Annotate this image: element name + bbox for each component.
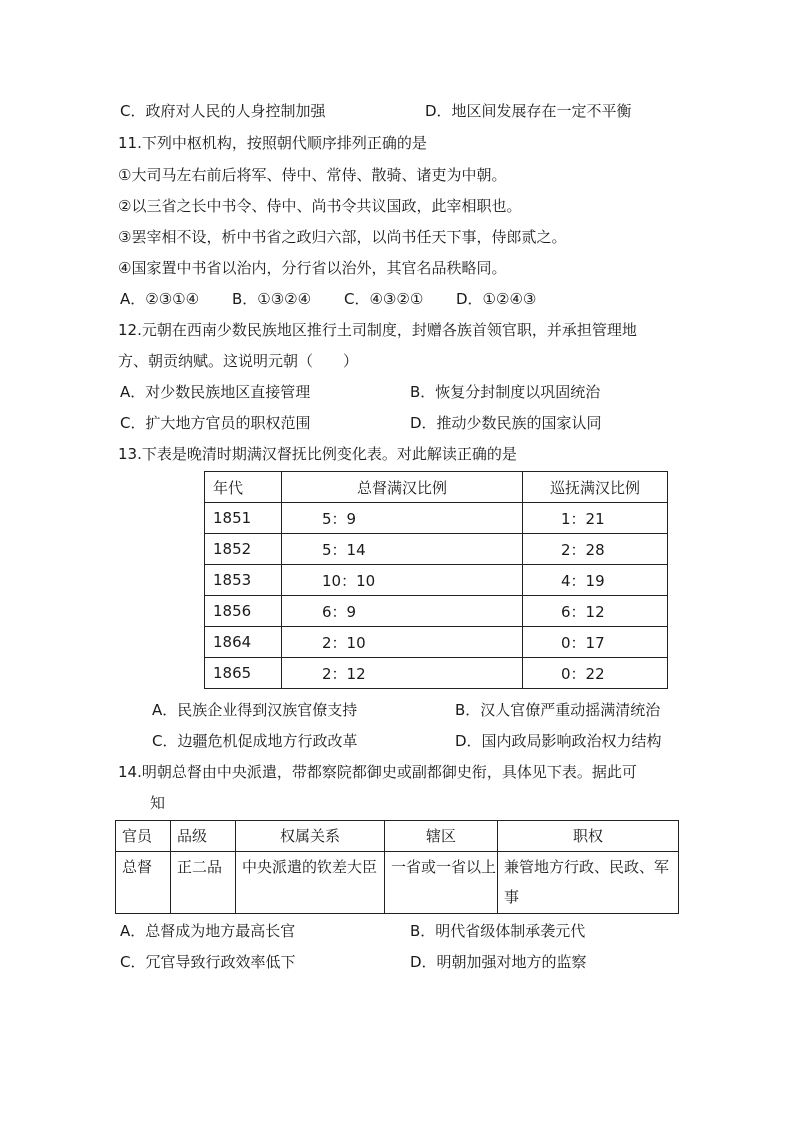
table-cell: 2：12 xyxy=(282,658,523,689)
q14-stem-line-2: 知 xyxy=(150,794,166,812)
q11-option-d: D．①②④③ xyxy=(456,290,537,308)
table-cell: 总督 xyxy=(116,852,171,914)
table-header-cell: 巡抚满汉比例 xyxy=(523,472,668,503)
q13-options-row-1 xyxy=(152,700,712,720)
table-row xyxy=(205,596,668,627)
q14-option-c: C．冗官导致行政效率低下 xyxy=(120,953,296,971)
table-header-cell: 权属关系 xyxy=(236,821,385,852)
table-row xyxy=(205,534,668,565)
table-cell: 0：22 xyxy=(523,658,668,689)
q13-options-row-2 xyxy=(152,731,712,751)
q12-option-c: C．扩大地方官员的职权范围 xyxy=(120,414,311,432)
q13-option-d: D．国内政局影响政治权力结构 xyxy=(455,732,662,750)
q14-option-d: D．明朝加强对地方的监察 xyxy=(410,953,587,971)
table-cell: 1851 xyxy=(205,503,282,534)
q12-stem-line-2: 方、朝贡纳赋。这说明元朝（ ） xyxy=(118,352,359,370)
q14-option-b: B．明代省级体制承袭元代 xyxy=(410,922,586,940)
q13-table xyxy=(204,471,668,689)
table-header-cell: 年代 xyxy=(205,472,282,503)
table-header-cell: 官员 xyxy=(116,821,171,852)
table-row xyxy=(205,565,668,596)
table-cell: 一省或一省以上 xyxy=(385,852,498,914)
q11-options xyxy=(120,289,680,309)
q13-option-a: A．民族企业得到汉族官僚支持 xyxy=(152,701,358,719)
table-cell: 正二品 xyxy=(171,852,236,914)
table-row xyxy=(205,627,668,658)
table-cell: 10：10 xyxy=(282,565,523,596)
table-cell: 2：28 xyxy=(523,534,668,565)
table-cell: 5：9 xyxy=(282,503,523,534)
table-row xyxy=(205,658,668,689)
q14-option-a: A．总督成为地方最高长官 xyxy=(120,922,296,940)
table-cell: 0：17 xyxy=(523,627,668,658)
q11-option-b: B．①③②④ xyxy=(232,290,312,308)
q10-option-c: C．政府对人民的人身控制加强 xyxy=(120,102,326,120)
q10-options xyxy=(120,101,680,121)
table-header-cell: 总督满汉比例 xyxy=(282,472,523,503)
q13-option-c: C．边疆危机促成地方行政改革 xyxy=(152,732,358,750)
table-header-cell: 品级 xyxy=(171,821,236,852)
q11-stem: 11.下列中枢机构，按照朝代顺序排列正确的是 xyxy=(118,134,427,152)
q14-options-row-2 xyxy=(120,952,680,972)
table-header-row xyxy=(205,472,668,503)
q14-options-row-1 xyxy=(120,921,680,941)
q11-item-2: ②以三省之长中书令、侍中、尚书令共议国政，此宰相职也。 xyxy=(118,197,522,215)
table-header-cell: 职权 xyxy=(498,821,679,852)
q10-option-d: D．地区间发展存在一定不平衡 xyxy=(425,102,632,120)
table-header-cell: 辖区 xyxy=(385,821,498,852)
q13-stem: 13.下表是晚清时期满汉督抚比例变化表。对此解读正确的是 xyxy=(118,445,517,463)
table-row xyxy=(205,503,668,534)
table-header-row xyxy=(116,821,679,852)
q14-stem-line-1: 14.明朝总督由中央派遣，带都察院都御史或副都御史衔，具体见下表。据此可 xyxy=(118,763,637,781)
q12-option-d: D．推动少数民族的国家认同 xyxy=(410,414,602,432)
q11-item-4: ④国家置中书省以治内，分行省以治外，其官名品秩略同。 xyxy=(118,259,507,277)
table-cell: 6：12 xyxy=(523,596,668,627)
q11-option-a: A．②③①④ xyxy=(120,290,200,308)
table-cell: 1852 xyxy=(205,534,282,565)
table-cell: 1：21 xyxy=(523,503,668,534)
table-cell: 1865 xyxy=(205,658,282,689)
table-cell: 1856 xyxy=(205,596,282,627)
q11-option-c: C．④③②① xyxy=(344,290,424,308)
q12-option-a: A．对少数民族地区直接管理 xyxy=(120,383,311,401)
q11-item-1: ①大司马左右前后将军、侍中、常侍、散骑、诸吏为中朝。 xyxy=(118,166,507,184)
table-cell: 6：9 xyxy=(282,596,523,627)
table-cell: 兼管地方行政、民政、军事 xyxy=(498,852,679,914)
table-cell: 5：14 xyxy=(282,534,523,565)
table-cell: 2：10 xyxy=(282,627,523,658)
q14-table xyxy=(115,820,679,914)
q12-options-row-2 xyxy=(120,413,680,433)
table-row xyxy=(116,852,679,914)
table-cell: 1853 xyxy=(205,565,282,596)
q12-option-b: B．恢复分封制度以巩固统治 xyxy=(410,383,601,401)
table-cell: 中央派遣的钦差大臣 xyxy=(236,852,385,914)
table-cell: 1864 xyxy=(205,627,282,658)
table-cell: 4：19 xyxy=(523,565,668,596)
q11-item-3: ③罢宰相不设，析中书省之政归六部，以尚书任天下事，侍郎贰之。 xyxy=(118,228,567,246)
q12-stem-line-1: 12.元朝在西南少数民族地区推行土司制度，封赠各族首领官职，并承担管理地 xyxy=(118,321,637,339)
q13-option-b: B．汉人官僚严重动摇满清统治 xyxy=(455,701,661,719)
q12-options-row-1 xyxy=(120,382,680,402)
